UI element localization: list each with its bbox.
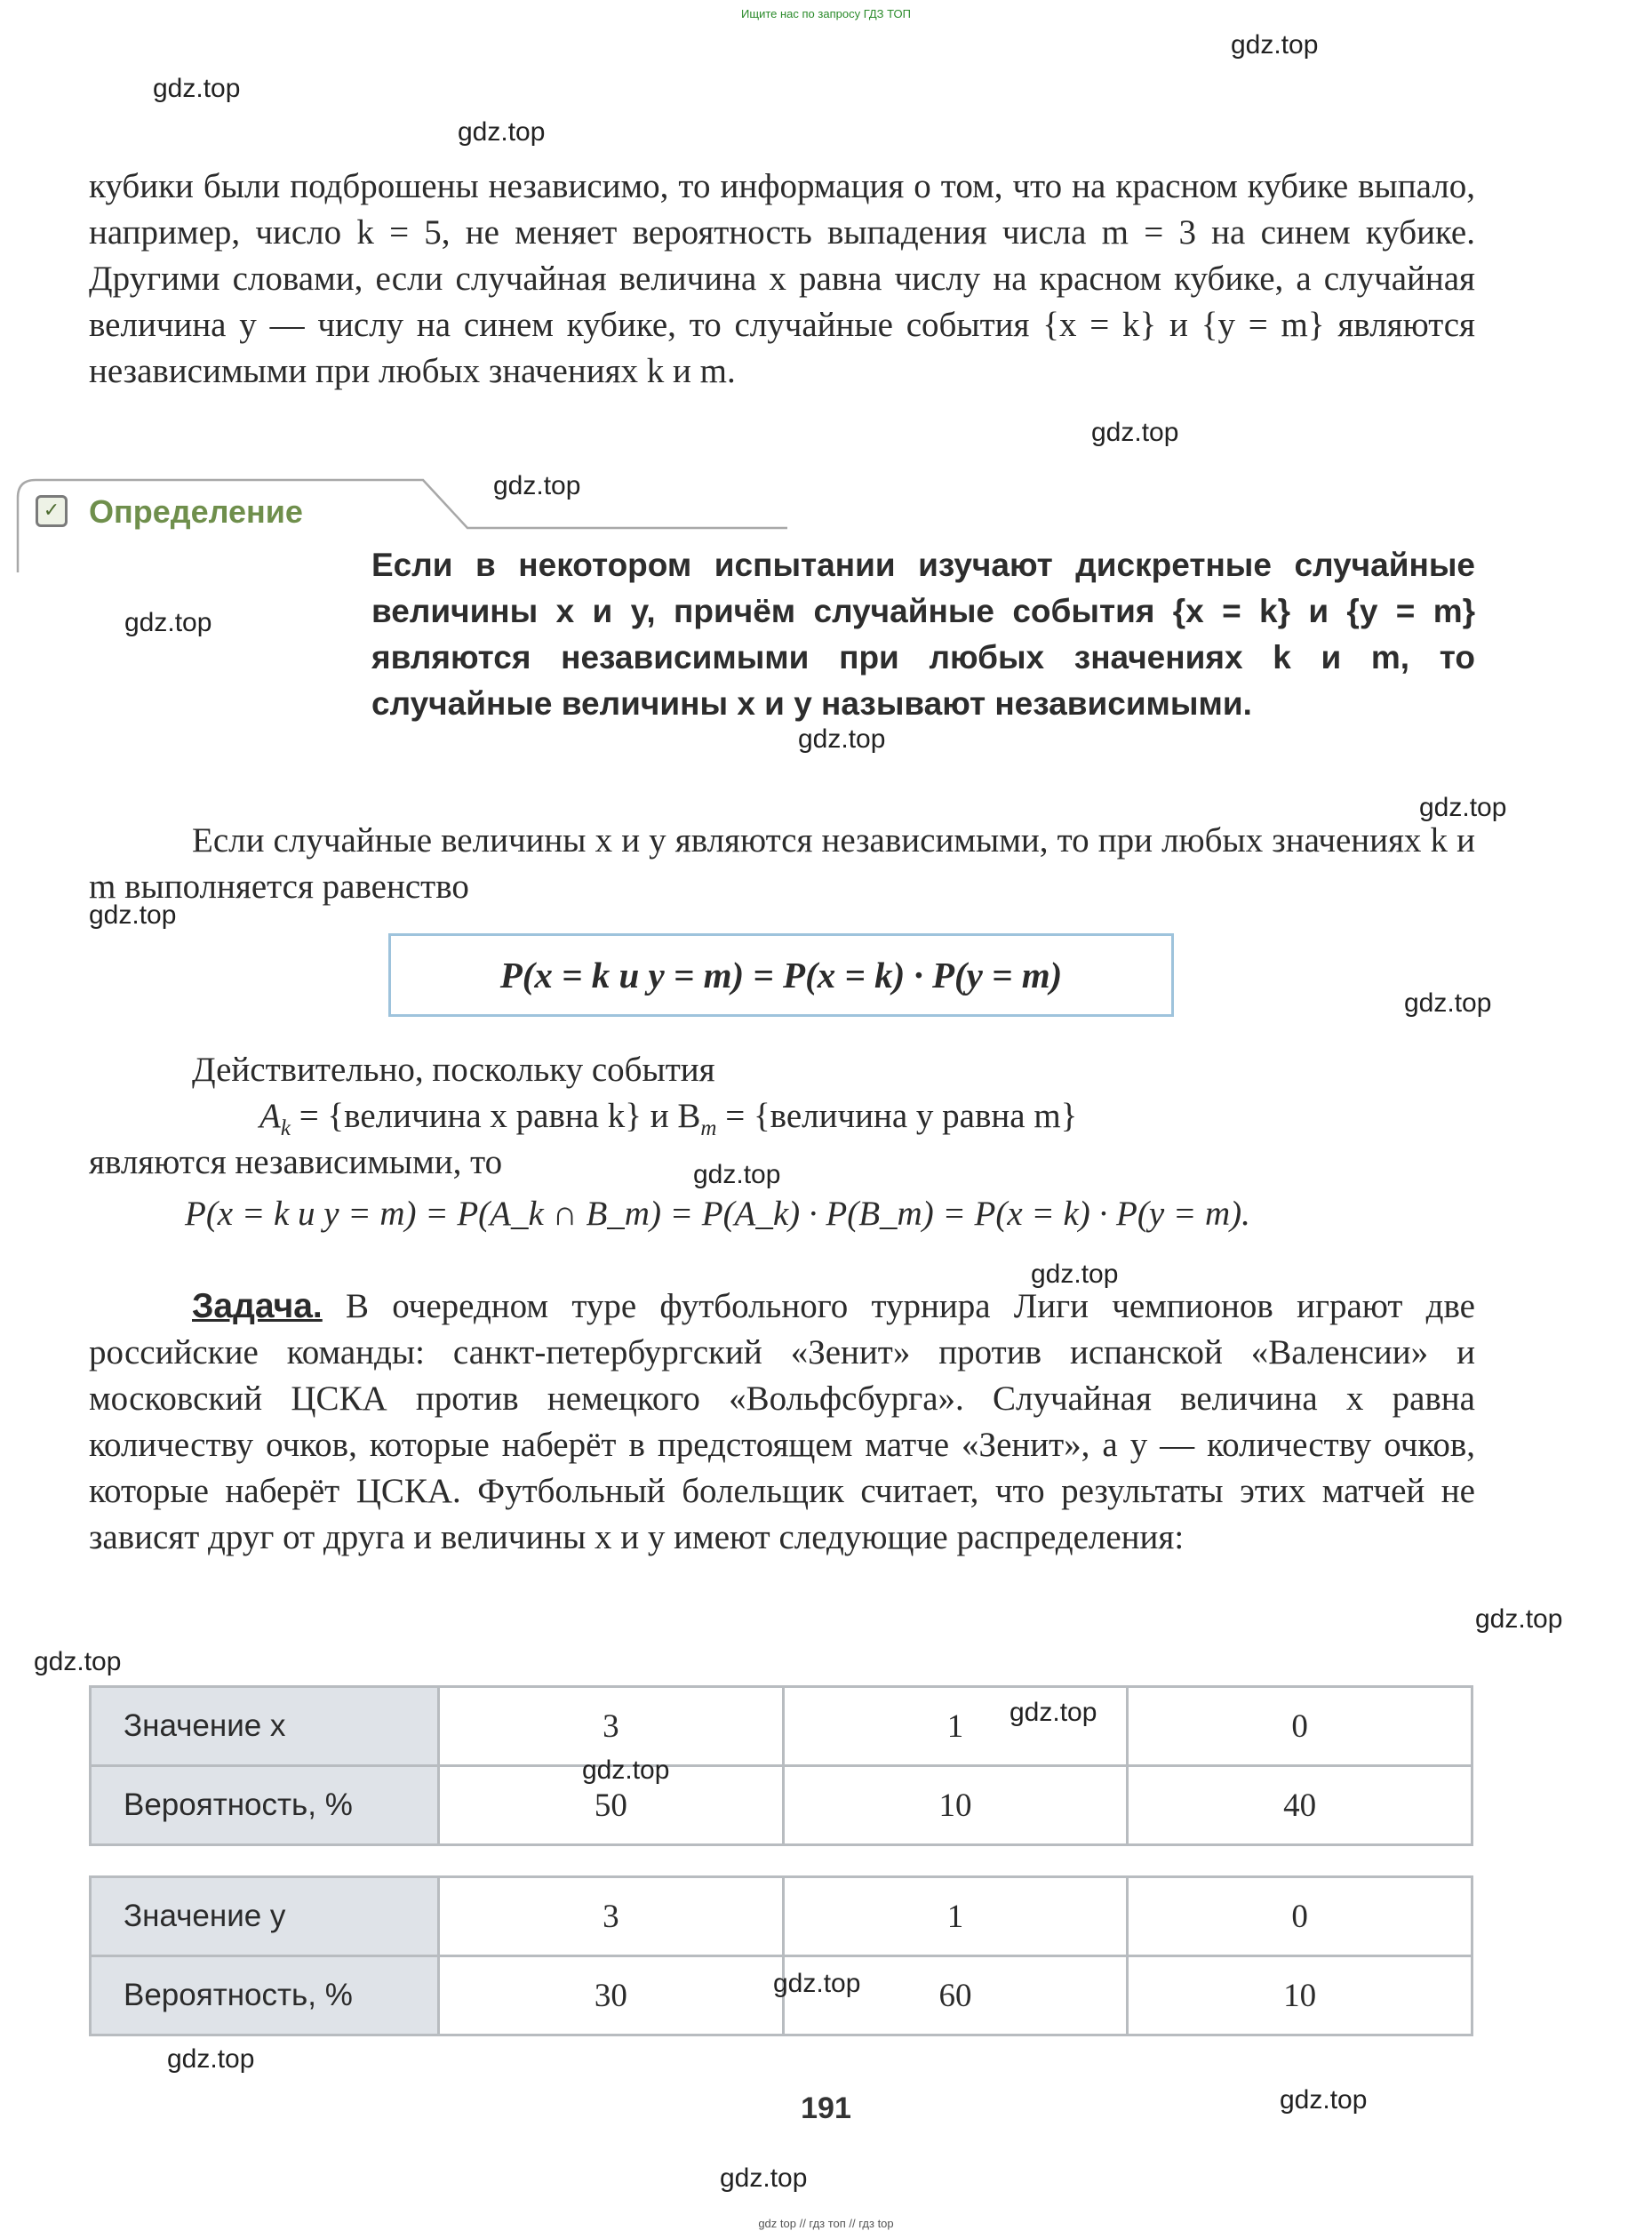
table-row: [91, 1687, 1472, 1766]
table-cell: 3: [439, 1687, 784, 1766]
definition-heading: Определение: [89, 493, 303, 530]
watermark: gdz.top: [582, 1755, 670, 1785]
table-row: [91, 1877, 1472, 1956]
checkmark-icon: ✓: [36, 495, 68, 527]
proof-events-line: $A_k$ = {величина x равна k} и $B_m$ = {величина y равна m}: [259, 1097, 1078, 1140]
table-cell: 0: [1128, 1687, 1472, 1766]
table-cell: 1: [783, 1687, 1128, 1766]
definition-body: Если в некотором испытании изучают дискретные случайные величины x и y, причём случайные события {x = k} и {y = m} являются независимыми при любых значениях k и m, то случайные величины x и y называют независимыми.: [371, 547, 1475, 722]
table-cell: 50: [439, 1766, 784, 1845]
task-text: В очередном туре футбольного турнира Лиги чемпионов играют две российские команды: санкт-петербургский «Зенит» против испанской «Валенсии» и московский ЦСКА против немецкого «Вольфсбурга». Случайная величина x равна количеству очков, которые наберёт в предстоящем матче «Зенит», а y — количеству очков, которые наберёт ЦСКА. Футбольный болельщик считает, что результаты этих матчей не зависят друг от друга и величины x и y имеют следующие распределения:: [89, 1287, 1475, 1556]
watermark: gdz.top: [1231, 30, 1319, 60]
watermark: gdz.top: [1091, 418, 1179, 447]
distribution-table-x: [89, 1685, 1473, 1846]
watermark: gdz.top: [1419, 793, 1507, 822]
independence-paragraph: Если случайные величины x и y являются независимыми, то при любых значениях k и m выполняется равенство: [89, 821, 1475, 906]
bottom-note: gdz top // гдз топ // гдз top: [758, 2217, 894, 2230]
page-number: 191: [801, 2091, 851, 2125]
task-paragraph: [89, 1283, 1475, 1561]
table-cell: 1: [783, 1877, 1128, 1956]
proof-conclusion: являются независимыми, то: [89, 1143, 503, 1181]
table-cell: 60: [783, 1956, 1128, 2035]
watermark: gdz.top: [1475, 1604, 1563, 1634]
table-cell: 10: [1128, 1956, 1472, 2035]
boxed-formula: P(x = k и y = m) = P(x = k) · P(y = m): [388, 933, 1174, 1017]
watermark: gdz.top: [1404, 988, 1492, 1018]
watermark: gdz.top: [167, 2044, 255, 2074]
watermark: gdz.top: [693, 1160, 781, 1189]
top-note: Ищите нас по запросу ГДЗ ТОП: [741, 7, 911, 20]
watermark: gdz.top: [773, 1969, 861, 1998]
table-row: [91, 1766, 1472, 1845]
table-cell: 3: [439, 1877, 784, 1956]
watermark: gdz.top: [493, 471, 581, 500]
row-label: Значение y: [91, 1877, 439, 1956]
proof-formula: P(x = k и y = m) = P(A_k ∩ B_m) = P(A_k) · P(B_m) = P(x = k) · P(y = m).: [185, 1195, 1250, 1233]
table-cell: 10: [783, 1766, 1128, 1845]
watermark: gdz.top: [89, 900, 177, 930]
proof-intro: Действительно, поскольку события: [192, 1051, 715, 1089]
watermark: gdz.top: [458, 117, 546, 147]
row-label: Значение x: [91, 1687, 439, 1766]
table-cell: 30: [439, 1956, 784, 2035]
watermark: gdz.top: [34, 1647, 122, 1676]
table-cell: 0: [1128, 1877, 1472, 1956]
watermark: gdz.top: [153, 74, 241, 103]
table-cell: 40: [1128, 1766, 1472, 1845]
watermark: gdz.top: [1031, 1259, 1119, 1289]
watermark: gdz.top: [720, 2163, 808, 2193]
watermark: gdz.top: [1280, 2085, 1368, 2115]
intro-paragraph: кубики были подброшены независимо, то информация о том, что на красном кубике выпало, например, число k = 5, не меняет вероятность выпадения числа m = 3 на синем кубике. Другими словами, если случайная величина x равна числу на красном кубике, а случайная величина y — числу на синем кубике, то случайные события {x = k} и {y = m} являются независимыми при любых значениях k и m.: [89, 167, 1475, 390]
distribution-table-y: [89, 1875, 1473, 2036]
watermark: gdz.top: [798, 724, 886, 754]
task-label: Задача.: [192, 1287, 323, 1325]
row-label: Вероятность, %: [91, 1956, 439, 2035]
watermark: gdz.top: [124, 608, 212, 637]
watermark: gdz.top: [1010, 1698, 1097, 1727]
row-label: Вероятность, %: [91, 1766, 439, 1845]
